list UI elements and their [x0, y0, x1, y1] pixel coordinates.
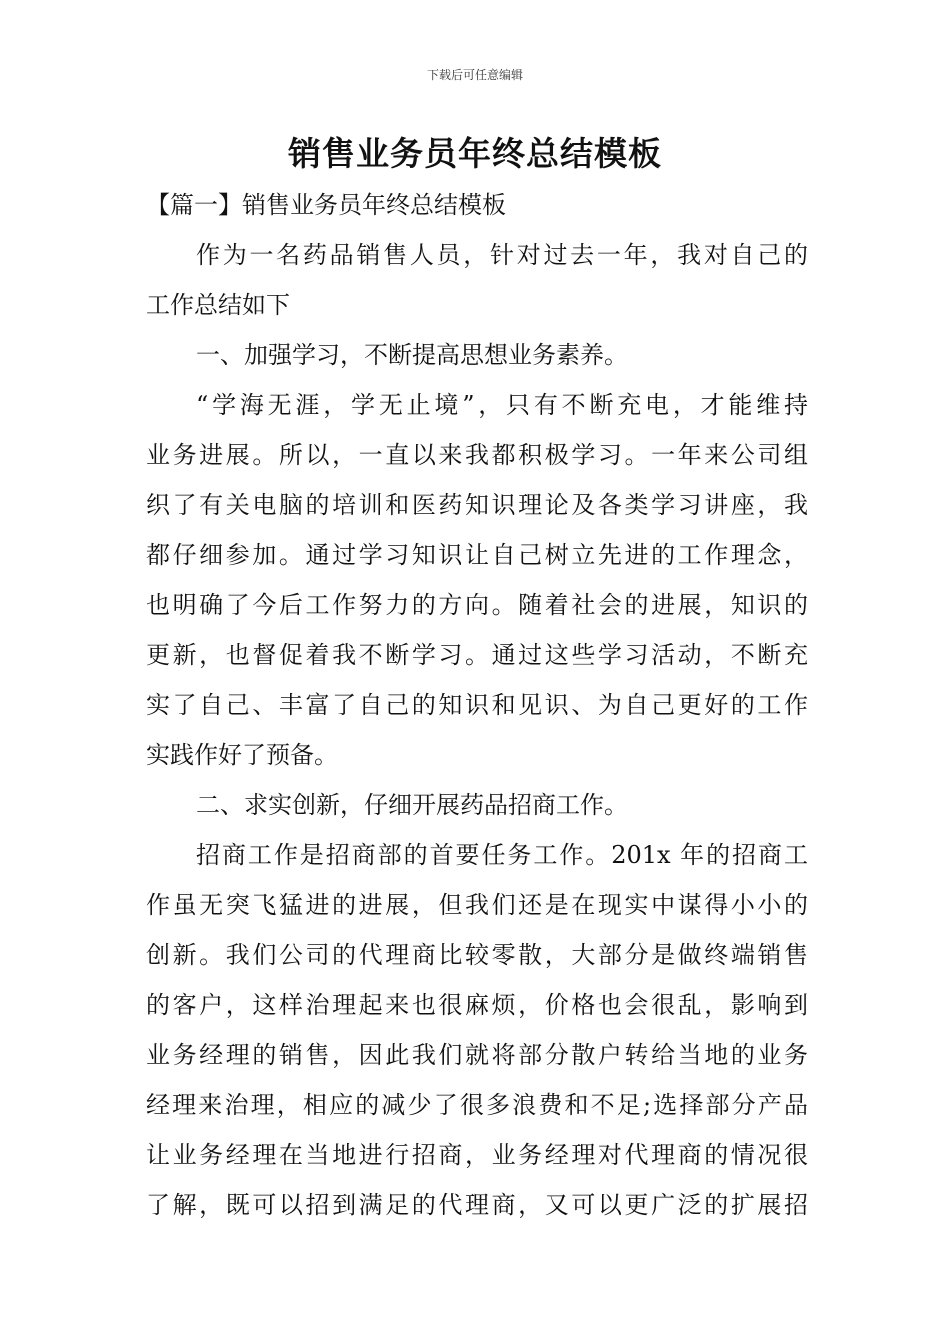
paragraph-line: 实践作好了预备。: [146, 741, 338, 769]
paragraph-line: 工作总结如下: [146, 291, 290, 319]
paragraph-line: 业务经理的销售，因此我们就将部分散户转给当地的业务: [146, 1041, 808, 1069]
paragraph-line: 了解，既可以招到满足的代理商，又可以更广泛的扩展招: [146, 1191, 808, 1219]
paragraph-line: 都仔细参加。通过学习知识让自己树立先进的工作理念，: [146, 541, 808, 569]
paragraph-line: 作虽无突飞猛进的进展，但我们还是在现实中谋得小小的: [146, 891, 808, 919]
paragraph-line: 作为一名药品销售人员，针对过去一年，我对自己的: [196, 241, 808, 269]
subheading-innovation: 二、求实创新，仔细开展药品招商工作。: [196, 791, 628, 819]
document-body: [146, 180, 808, 1230]
paragraph-line: 更新，也督促着我不断学习。通过这些学习活动，不断充: [146, 641, 808, 669]
paragraph-line: 业务进展。所以，一直以来我都积极学习。一年来公司组: [146, 441, 808, 469]
paragraph-line: 实了自己、丰富了自己的知识和见识、为自己更好的工作: [146, 691, 808, 719]
page-header-note: 下载后可任意编辑: [426, 68, 523, 82]
paragraph-line: 也明确了今后工作努力的方向。随着社会的进展，知识的: [146, 591, 808, 619]
paragraph-line: 织了有关电脑的培训和医药知识理论及各类学习讲座，我: [146, 491, 808, 519]
section-heading-part-one: 【篇一】销售业务员年终总结模板: [146, 191, 506, 219]
paragraph-line: 创新。我们公司的代理商比较零散，大部分是做终端销售: [146, 941, 808, 969]
paragraph-line: 的客户，这样治理起来也很麻烦，价格也会很乱，影响到: [146, 991, 808, 1019]
paragraph-line: “学海无涯，学无止境”，只有不断充电，才能维持: [196, 391, 808, 419]
subheading-learning: 一、加强学习，不断提高思想业务素养。: [196, 341, 628, 369]
paragraph-line: 经理来治理，相应的减少了很多浪费和不足;选择部分产品: [146, 1091, 808, 1119]
paragraph-line: 招商工作是招商部的首要任务工作。201x 年的招商工: [196, 841, 808, 869]
paragraph-line: 让业务经理在当地进行招商，业务经理对代理商的情况很: [146, 1141, 808, 1169]
document-title: 销售业务员年终总结模板: [288, 134, 662, 173]
